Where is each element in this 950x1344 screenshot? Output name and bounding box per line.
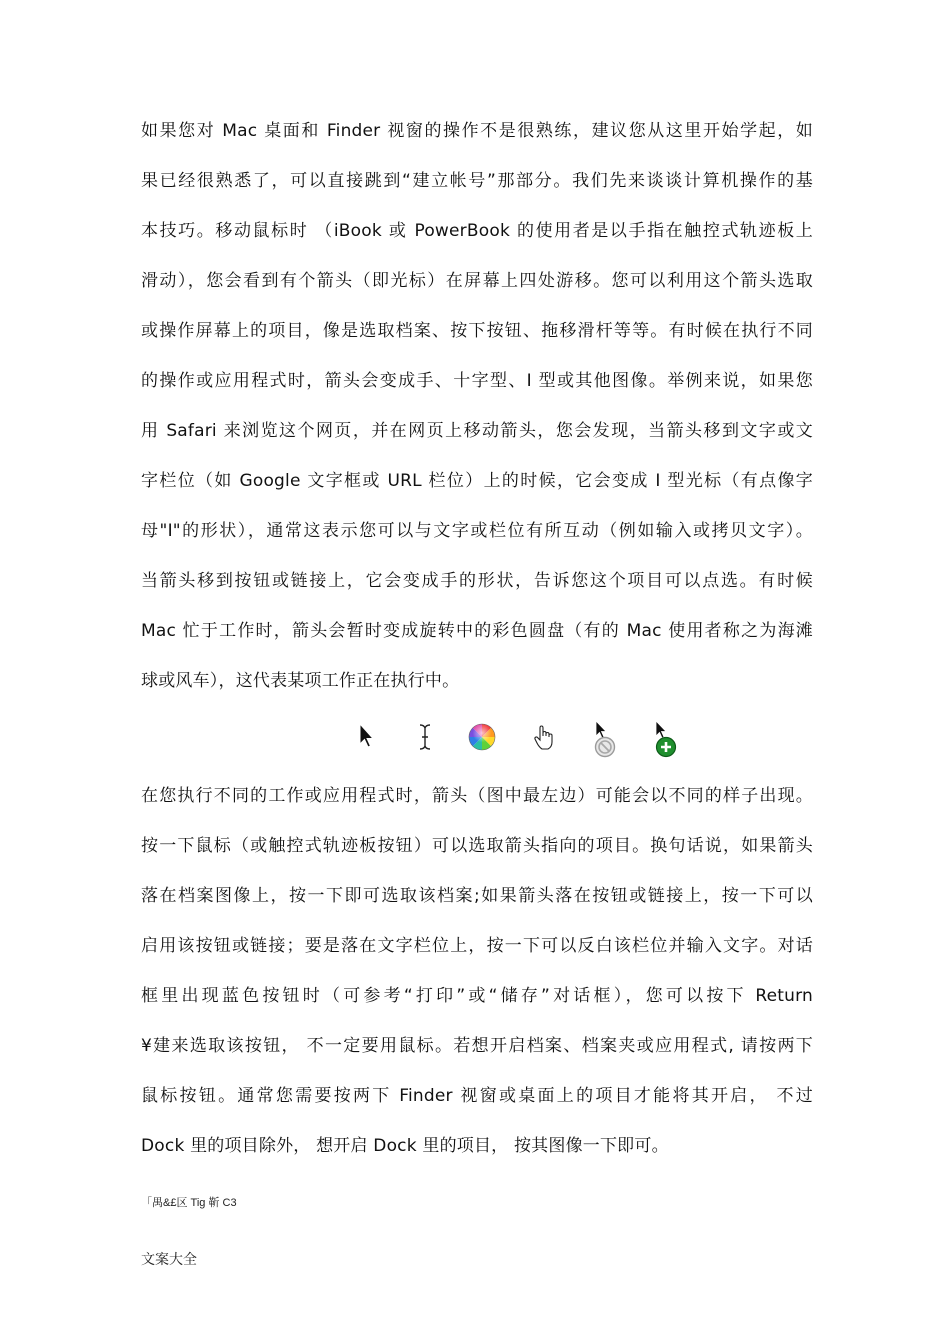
hand-cursor-icon [526,716,562,760]
text-line: 的操作或应用程式时，箭头会变成手、十字型、I 型或其他图像。举例来说，如果您 [141,371,813,391]
text-line: Mac 忙于工作时，箭头会暂时变成旋转中的彩色圆盘（有的 Mac 使用者称之为海滩 [141,621,813,641]
text-line: 母"I"的形状），通常这表示您可以与文字或栏位有所互动（例如输入或拷贝文字）。 [141,521,813,541]
footer-note: 「禺&£区 Tig 靳 C3 [141,1197,237,1209]
paragraph-clicking [141,771,813,1171]
text-line: 在您执行不同的工作或应用程式时，箭头（图中最左边）可能会以不同的样子出现。 [141,786,813,806]
copy-plus-cursor-icon [646,716,682,760]
not-allowed-cursor-icon [586,716,622,760]
paragraph-intro [141,106,813,706]
text-line: 当箭头移到按钮或链接上，它会变成手的形状，告诉您这个项目可以点选。有时候 [141,571,813,591]
cursor-icons-figure [340,716,700,764]
text-line: ¥建来选取该按钮， 不一定要用鼠标。若想开启档案、档案夹或应用程式, 请按两下 [141,1036,813,1056]
text-line: 果已经很熟悉了，可以直接跳到“建立帐号”那部分。我们先来谈谈计算机操作的基 [141,171,813,191]
arrow-cursor-icon [348,716,384,760]
text-line: Dock 里的项目除外， 想开启 Dock 里的项目， 按其图像一下即可。 [141,1136,669,1156]
text-line: 字栏位（如 Google 文字框或 URL 栏位）上的时候，它会变成 I 型光标（有点像字 [141,471,813,491]
text-line: 框里出现蓝色按钮时（可参考“打印”或“储存”对话框），您可以按下 Return [141,986,813,1006]
spinning-wheel-icon [466,716,502,760]
text-line: 按一下鼠标（或触控式轨迹板按钮）可以选取箭头指向的项目。换句话说，如果箭头 [141,836,813,856]
text-line: 或操作屏幕上的项目，像是选取档案、按下按钮、拖移滑杆等等。有时候在执行不同 [141,321,813,341]
text-line: 滑动），您会看到有个箭头（即光标）在屏幕上四处游移。您可以利用这个箭头选取 [141,271,813,291]
footer-title: 文案大全 [141,1252,197,1268]
i-beam-cursor-icon [408,716,444,760]
text-line: 落在档案图像上，按一下即可选取该档案;如果箭头落在按钮或链接上，按一下可以 [141,886,813,906]
text-line: 本技巧。移动鼠标时 （iBook 或 PowerBook 的使用者是以手指在触控式轨迹板上 [141,221,813,241]
text-line: 如果您对 Mac 桌面和 Finder 视窗的操作不是很熟练，建议您从这里开始学起，如 [141,121,813,141]
text-line: 用 Safari 来浏览这个网页，并在网页上移动箭头，您会发现，当箭头移到文字或文 [141,421,813,441]
text-line: 启用该按钮或链接；要是落在文字栏位上，按一下可以反白该栏位并输入文字。对话 [141,936,813,956]
text-line: 球或风车），这代表某项工作正在执行中。 [141,671,460,691]
text-line: 鼠标按钮。通常您需要按两下 Finder 视窗或桌面上的项目才能将其开启， 不过 [141,1086,813,1106]
